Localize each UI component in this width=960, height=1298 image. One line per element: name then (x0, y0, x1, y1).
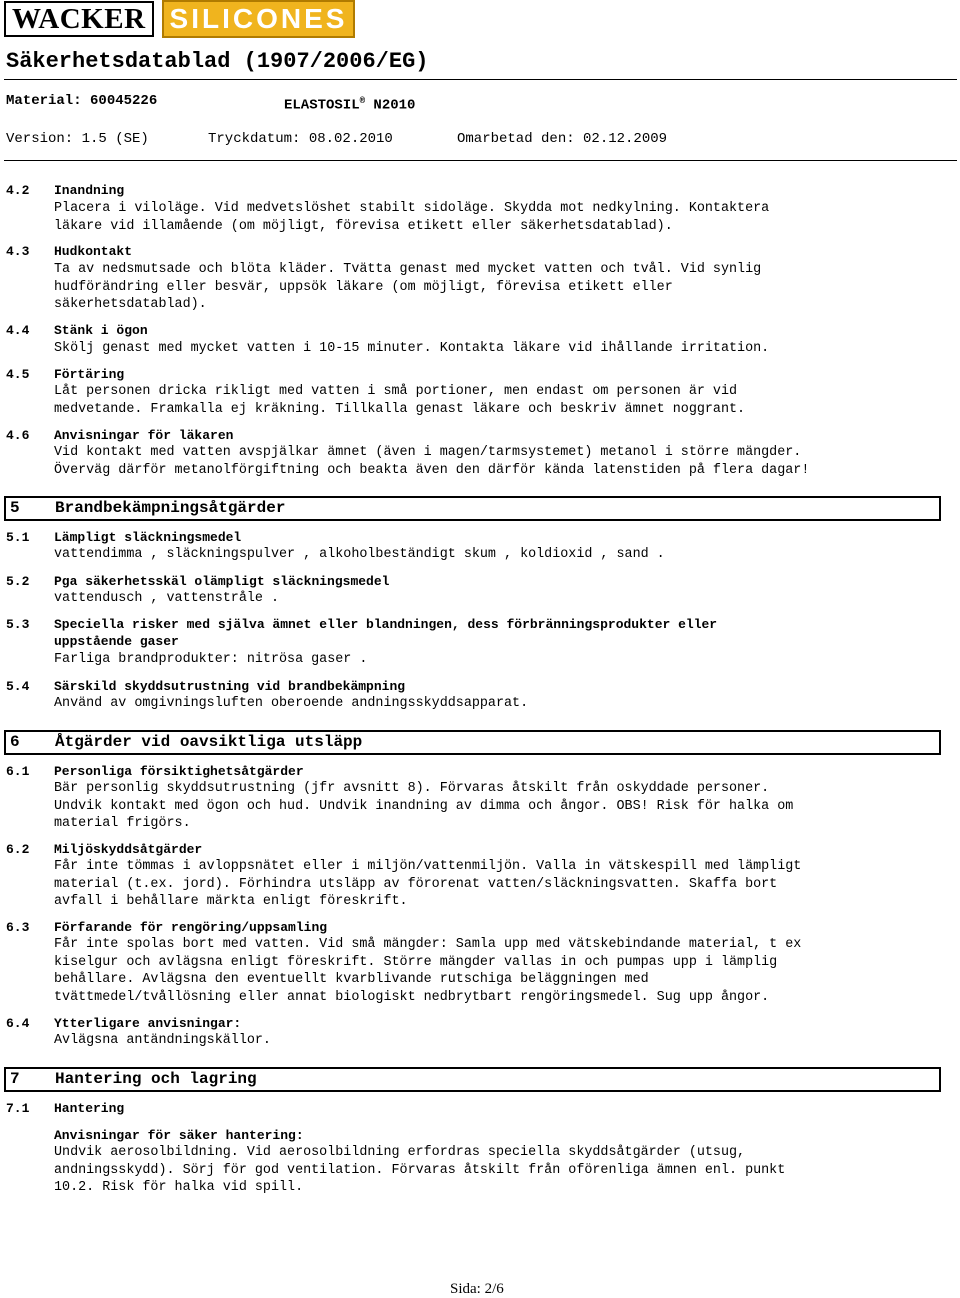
revised-date: Omarbetad den: 02.12.2009 (457, 131, 668, 147)
subsection-text: Låt personen dricka rikligt med vatten i små portioner, men endast om personen är vid medvetande. Framkalla ej kräkning. Tillkalla genast läkare och beskriv ämnet noggrant. (54, 384, 746, 417)
section-title: Hantering och lagring (55, 1070, 257, 1088)
subsection-text: Får inte tömmas i avloppsnätet eller i miljön/vattenmiljön. Valla in vätskespill med lämpligt material (t.ex. jord). Förhindra utsläpp av förorenat vatten/släckningsvatten. Skaffa bort avfall i behållare märkta enligt föreskrift. (54, 859, 802, 909)
subsection-title: Personliga försiktighetsåtgärder (54, 764, 304, 779)
subsection-title: Hantering (54, 1101, 125, 1116)
material-number: Material: 60045226 (6, 93, 158, 109)
section-number: 6 (10, 733, 20, 751)
page-number: Sida: 2/6 (450, 1281, 504, 1297)
subsection-title: Speciella risker med själva ämnet eller blandningen, dess förbränningsprodukter eller uppstående gaser (54, 617, 718, 649)
section-header-6 (4, 730, 941, 755)
title-divider (4, 79, 957, 80)
subsection-text: vattendusch , vattenstråle . (54, 591, 279, 606)
safe-handling-text: Undvik aerosolbildning. Vid aerosolbildning erfordras speciella skyddsåtgärder (utsug, andningsskydd). Sörj för god ventilation. Förvaras åtskilt från oförenliga ämnen enl. punkt 10.2. Risk för halka vid spill. (54, 1145, 786, 1195)
subsection-number: 5.4 (6, 679, 30, 694)
subsection-text: Avlägsna antändningskällor. (54, 1033, 271, 1048)
subsection-number: 6.3 (6, 920, 30, 935)
subsection-title: Förfarande för rengöring/uppsamling (54, 920, 328, 935)
subsection-number: 4.5 (6, 367, 30, 382)
subsection-number: 4.3 (6, 244, 30, 259)
subsection-number: 6.4 (6, 1016, 30, 1031)
subsection-title: Ytterligare anvisningar: (54, 1016, 242, 1031)
subsection-title: Hudkontakt (54, 244, 133, 259)
subsection-text: Bär personlig skyddsutrustning (jfr avsnitt 8). Förvaras åtskilt från oskyddade personer. Undvik kontakt med ögon och hud. Undvik inandning av dimma och ångor. OBS! Risk för halka om material frigörs. (54, 781, 794, 831)
subsection-title: Miljöskyddsåtgärder (54, 842, 203, 857)
product-brand: ELASTOSIL (284, 97, 360, 114)
subsection-text: Ta av nedsmutsade och blöta kläder. Tvätta genast med mycket vatten och tvål. Vid synlig hudförändring eller besvär, uppsök läkare (om möjligt, förevisa etikett eller säkerhetsdatablad). (54, 262, 762, 312)
subsection-text: Farliga brandprodukter: nitrösa gaser . (54, 652, 368, 667)
version-label: Version: 1.5 (SE) (6, 131, 149, 147)
section-number: 7 (10, 1070, 20, 1088)
subsection-text: vattendimma , släckningspulver , alkoholbeständigt skum , koldioxid , sand . (54, 547, 665, 562)
subsection-text: Får inte spolas bort med vatten. Vid små mängder: Samla upp med vätskebindande material, t ex kiselgur och avlägsna enligt föreskrift. Större mängder vallas in och pumpas upp i lämplig behållare. Avlägsna den eventuellt kvarblivande rutschiga beläggningen med tvättmedel/tvållösning eller annat biologiskt nedbrytbart rengöringsmedel. Sug upp ångor. (54, 937, 802, 1005)
subsection-title: Lämpligt släckningsmedel (54, 530, 242, 545)
wacker-silicones-logo (4, 2, 355, 36)
subsection-number: 6.2 (6, 842, 30, 857)
subsection-text: Använd av omgivningsluften oberoende andningsskyddsapparat. (54, 696, 529, 711)
subsection-number: 6.1 (6, 764, 30, 779)
silicones-logo: SILICONES (162, 0, 356, 38)
section-header-7 (4, 1067, 941, 1092)
section-header-5 (4, 496, 941, 521)
section-number: 5 (10, 499, 20, 517)
header-divider (4, 160, 957, 161)
subsection-number: 5.3 (6, 617, 30, 632)
subsection-number: 5.1 (6, 530, 30, 545)
safe-handling-title: Anvisningar för säker hantering: (54, 1128, 304, 1143)
subsection-title: Pga säkerhetsskäl olämpligt släckningsmedel (54, 574, 390, 589)
subsection-title: Anvisningar för läkaren (54, 428, 234, 443)
section-title: Åtgärder vid oavsiktliga utsläpp (55, 733, 363, 751)
subsection-number: 7.1 (6, 1101, 30, 1116)
registered-mark: ® (359, 96, 366, 106)
section-title: Brandbekämpningsåtgärder (55, 499, 286, 517)
subsection-title: Inandning (54, 183, 125, 198)
document-title: Säkerhetsdatablad (1907/2006/EG) (6, 49, 429, 74)
subsection-text: Skölj genast med mycket vatten i 10-15 minuter. Kontakta läkare vid ihållande irritation. (54, 341, 770, 356)
subsection-title: Stänk i ögon (54, 323, 148, 338)
subsection-number: 4.2 (6, 183, 30, 198)
subsection-text: Placera i viloläge. Vid medvetslöshet stabilt sidoläge. Skydda mot nedkylning. Kontaktera läkare vid illamående (om möjligt, förevisa etikett eller säkerhetsdatablad). (54, 201, 770, 234)
product-code: N2010 (365, 97, 416, 114)
subsection-number: 4.4 (6, 323, 30, 338)
subsection-text: Vid kontakt med vatten avspjälkar ämnet (även i magen/tarmsystemet) metanol i större mängder. Överväg därför metanolförgiftning och beakta även den därför kända latenstiden på flera dagar! (54, 445, 810, 478)
subsection-number: 4.6 (6, 428, 30, 443)
print-date: Tryckdatum: 08.02.2010 (208, 131, 393, 147)
wacker-logo: WACKER (4, 1, 154, 37)
product-name (284, 92, 415, 115)
subsection-title: Särskild skyddsutrustning vid brandbekämpning (54, 679, 406, 694)
subsection-title: Förtäring (54, 367, 125, 382)
subsection-number: 5.2 (6, 574, 30, 589)
